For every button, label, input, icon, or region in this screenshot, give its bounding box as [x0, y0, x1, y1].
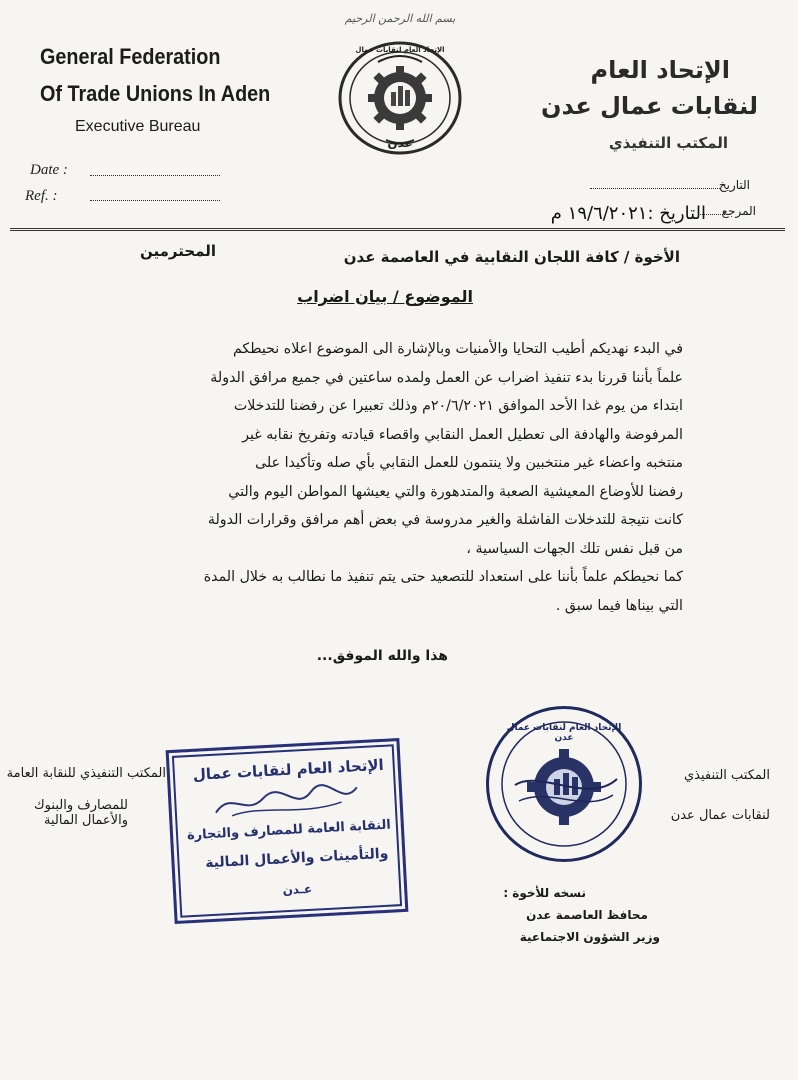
recipient: الأخوة / كافة اللجان النقابية في العاصمة عدن [343, 248, 680, 266]
federation-round-seal [486, 706, 642, 862]
subject: الموضوع / بيان اضراب [297, 287, 473, 306]
body-line: التي بيناها فيما سبق . [555, 597, 683, 614]
cc-line2: وزير الشؤون الاجتماعية [519, 930, 660, 944]
body-line: من قبل نفس تلك الجهات السياسية ، [466, 540, 683, 557]
date-line [90, 174, 220, 176]
seal-text: الإتحاد العام لنقابات عمال عدن [506, 723, 622, 743]
cc-line1: محافظ العاصمة عدن [526, 908, 648, 922]
basmala: بسم الله الرحمن الرحيم [344, 12, 456, 25]
written-date: التاريخ :١٩/٦/٢٠٢١ م [550, 203, 706, 224]
body-line: كانت نتيجة للتدخلات الفاشلة والغير مدروسة في بعض أهم مرافق وقرارات الدولة [207, 512, 683, 528]
left-signature-line1: المكتب التنفيذي للنقابة العامة [6, 766, 166, 781]
right-signature-line2: لنقابات عمال عدن [670, 808, 770, 823]
union-rectangular-stamp [166, 738, 409, 924]
letter-body [83, 335, 683, 620]
header-divider [10, 228, 785, 231]
honorific: المحترمين [140, 242, 217, 260]
arabic-date-label: التاريخ [718, 178, 750, 192]
body-line: كما نحيطكم علماً بأننا على استعداد للتصعيد حتى يتم تنفيذ ما نطالب به خلال المدة [203, 569, 683, 585]
body-line: ابتداء من يوم غدا الأحد الموافق ٢٠/٦/٢٠٢١م وذلك تعبيرا عن رفضنا للتدخلات [233, 398, 683, 414]
body-line: المرفوضة والهادفة الى تعطيل العمل النقابي واقصاء قيادته وتفريخ نقابه غير [242, 426, 683, 443]
left-signature-line2: للمصارف والبنوك والأعمال المالية [33, 798, 128, 828]
closing: هذا والله الموفق... [316, 648, 448, 664]
english-org-name [40, 38, 270, 112]
rect-stamp-line3: والتأمينات والأعمال المالية [204, 845, 389, 872]
federation-logo [336, 40, 464, 156]
body-line: علماً بأننا قررنا بدء تنفيذ اضراب عن العمل ولمده ساعتين في جميع مرافق الدولة [210, 369, 683, 386]
body-line: في البدء نهديكم أطيب التحايا والأمنيات وبالإشارة الى الموضوع اعلاه نحيطكم [232, 341, 683, 357]
rect-stamp-line1: الإتحاد العام لنقابات عمال [192, 755, 385, 784]
date-label: Date : [30, 162, 68, 178]
arabic-org-name-line2: لنقابات عمال عدن [540, 92, 758, 120]
body-line: رفضنا للأوضاع المعيشية الصعبة والمتدهورة والتي يعيشها المواطن اليوم والتي [228, 483, 683, 500]
body-line: منتخبه واعضاء غير منتخبين ولا ينتمون للعمل النقابي بأي صله وتأكيدا على [255, 455, 683, 471]
rect-stamp-line2: النقابة العامة للمصارف والتجارة [186, 817, 392, 844]
right-signature-line1: المكتب التنفيذي [683, 768, 770, 783]
english-org-name-line1: General Federation [40, 44, 221, 69]
arabic-org-name-line1: الإتحاد العام [590, 56, 730, 84]
cc-title: نسخه للأخوة : [503, 886, 586, 900]
arabic-ref-label: المرجع [721, 204, 756, 218]
ref-label: Ref. : [25, 188, 58, 204]
arabic-bureau: المكتب التنفيذي [608, 134, 728, 152]
signature-scribble-icon [211, 779, 363, 823]
rect-stamp-line4: عـدن [282, 881, 313, 898]
ref-line [90, 199, 220, 201]
arabic-date-line [590, 187, 720, 189]
logo-text-top: الإتحاد العام لنقابات عمال [355, 46, 445, 54]
logo-text-bottom: عدن [387, 136, 413, 150]
english-org-name-line2: Of Trade Unions In Aden [40, 81, 271, 106]
english-bureau: Executive Bureau [75, 118, 201, 135]
